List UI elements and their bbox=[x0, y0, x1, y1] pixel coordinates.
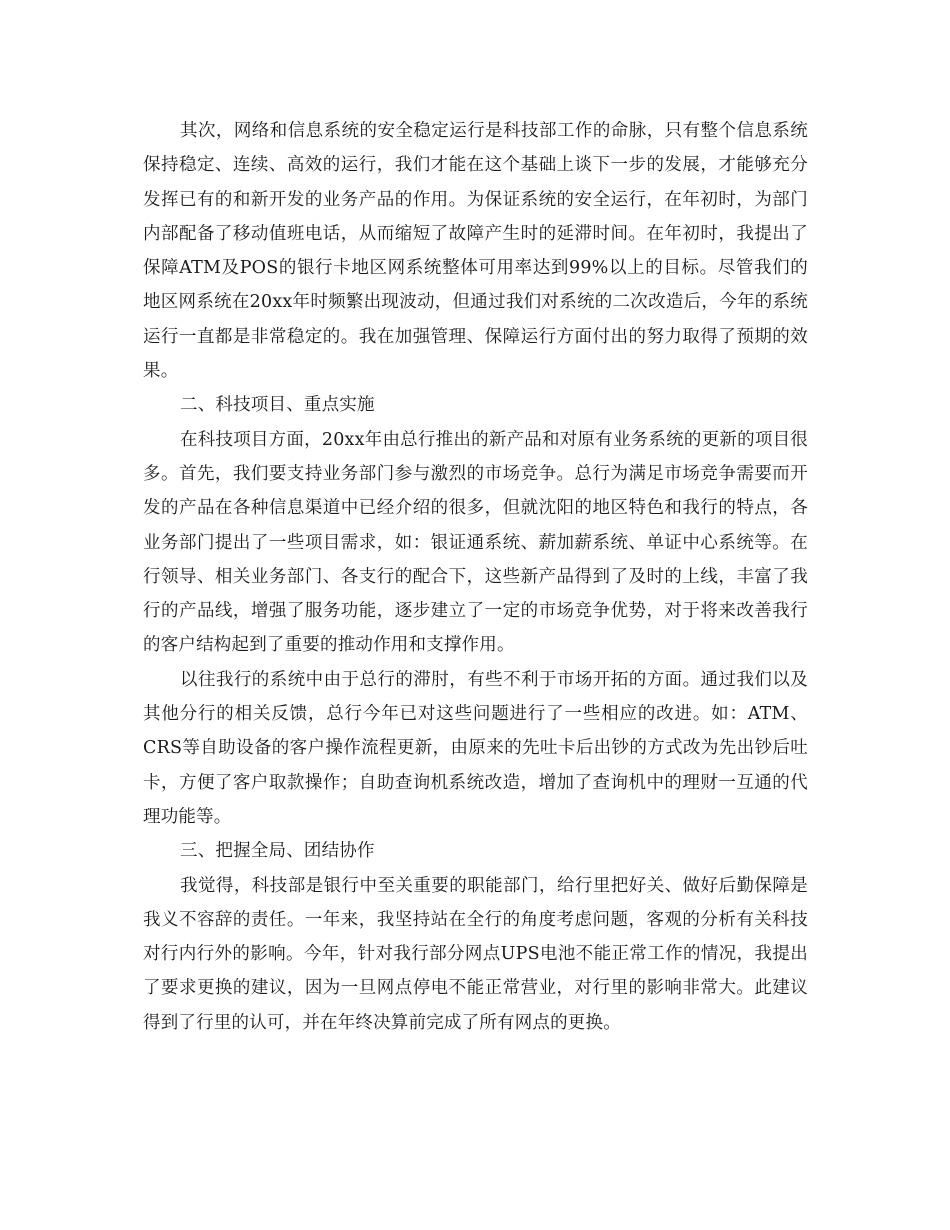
paragraph-network-stability: 其次，网络和信息系统的安全稳定运行是科技部工作的命脉，只有整个信息系统保持稳定、连续、高效的运行，我们才能在这个基础上谈下一步的发展，才能够充分发挥已有的和新开发的业务产品的作用。为保证系统的安全运行，在年初时，为部门内部配备了移动值班电话，从而缩短了故障产生时的延滞时间。在年初时，我提出了保障ATM及POS的银行卡地区网系统整体可用率达到99%以上的目标。尽管我们的地区网系统在20xx年时频繁出现波动，但通过我们对系统的二次改造后，今年的系统运行一直都是非常稳定的。我在加强管理、保障运行方面付出的努力取得了预期的效果。 bbox=[143, 121, 808, 382]
paragraph-tech-projects: 在科技项目方面，20xx年由总行推出的新产品和对原有业务系统的更新的项目很多。首先，我们要支持业务部门参与激烈的市场竞争。总行为满足市场竞争需要而开发的产品在各种信息渠道中已经介绍的很多，但就沈阳的地区特色和我行的特点，各业务部门提出了一些项目需求，如：银证通系统、薪加薪系统、单证中心系统等。在行领导、相关业务部门、各支行的配合下，这些新产品得到了及时的上线，丰富了我行的产品线，增强了服务功能，逐步建立了一定的市场竞争优势，对于将来改善我行的客户结构起到了重要的推动作用和支撑作用。 bbox=[143, 429, 808, 656]
paragraph-system-improvements: 以往我行的系统中由于总行的滞肘，有些不利于市场开拓的方面。通过我们以及其他分行的相关反馈，总行今年已对这些问题进行了一些相应的改进。如：ATM、CRS等自助设备的客户操作流程更新，由原来的先吐卡后出钞的方式改为先出钞后吐卡，方便了客户取款操作；自助查询机系统改造，增加了查询机中的理财一互通的代理功能等。 bbox=[143, 669, 808, 827]
section-heading-teamwork: 三、把握全局、团结协作 bbox=[180, 841, 375, 862]
section-heading-tech-projects: 二、科技项目、重点实施 bbox=[180, 395, 375, 416]
document-body bbox=[143, 114, 808, 1040]
paragraph-teamwork: 我觉得，科技部是银行中至关重要的职能部门，给行里把好关、做好后勤保障是我义不容辞的责任。一年来，我坚持站在全行的角度考虑问题，客观的分析有关科技对行内行外的影响。今年，针对我行部分网点UPS电池不能正常工作的情况，我提出了要求更换的建议，因为一旦网点停电不能正常营业，对行里的影响非常大。此建议得到了行里的认可，并在年终决算前完成了所有网点的更换。 bbox=[143, 875, 808, 1033]
